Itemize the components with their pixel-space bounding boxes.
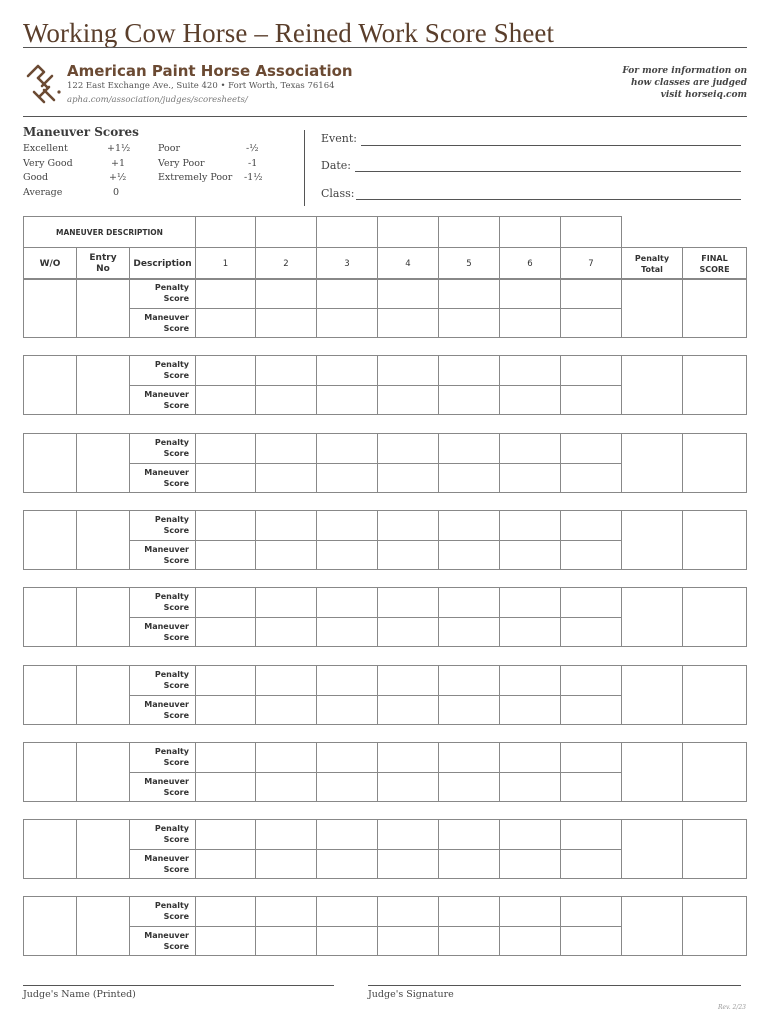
entry-block [23, 819, 747, 879]
maneuver-score-cell[interactable] [439, 463, 500, 493]
penalty-score-cell[interactable] [439, 666, 500, 696]
wo-cell[interactable] [24, 743, 77, 802]
penalty-score-cell[interactable] [378, 434, 439, 464]
maneuver-score-cell[interactable] [378, 849, 439, 879]
penalty-score-cell[interactable] [317, 588, 378, 618]
maneuver-scores-heading: Maneuver Scores [23, 125, 139, 139]
maneuver-desc-cell[interactable] [256, 217, 317, 248]
maneuver-score-label: Maneuver Score [130, 540, 196, 570]
penalty-score-label: Penalty Score [130, 666, 196, 696]
entry-block [23, 896, 747, 956]
penalty-score-cell[interactable] [500, 279, 561, 309]
penalty-score-cell[interactable] [439, 743, 500, 773]
penalty-score-cell[interactable] [561, 434, 622, 464]
col-maneuver-2: 2 [256, 248, 317, 280]
maneuver-score-cell[interactable] [500, 695, 561, 725]
penalty-score-cell[interactable] [196, 666, 256, 696]
col-final-score: FINAL SCORE [683, 248, 747, 280]
penalty-score-cell[interactable] [378, 820, 439, 850]
penalty-total-cell[interactable] [622, 511, 683, 570]
maneuver-score-cell[interactable] [378, 617, 439, 647]
maneuver-score-cell[interactable] [317, 849, 378, 879]
penalty-score-label: Penalty Score [130, 820, 196, 850]
final-score-cell[interactable] [683, 897, 747, 956]
entry-block [23, 355, 747, 415]
penalty-score-cell[interactable] [256, 511, 317, 541]
col-maneuver-1: 1 [196, 248, 256, 280]
penalty-score-cell[interactable] [439, 434, 500, 464]
legend-row: Very Poor -1 [158, 157, 258, 169]
penalty-score-cell[interactable] [439, 511, 500, 541]
maneuver-score-cell[interactable] [561, 926, 622, 956]
maneuver-score-cell[interactable] [561, 540, 622, 570]
penalty-score-cell[interactable] [196, 279, 256, 309]
maneuver-score-cell[interactable] [500, 463, 561, 493]
col-maneuver-4: 4 [378, 248, 439, 280]
penalty-score-cell[interactable] [561, 820, 622, 850]
final-score-cell[interactable] [683, 434, 747, 493]
penalty-score-label: Penalty Score [130, 897, 196, 927]
score-table-header [23, 216, 747, 280]
penalty-score-cell[interactable] [561, 279, 622, 309]
maneuver-score-cell[interactable] [378, 308, 439, 338]
penalty-total-cell[interactable] [622, 434, 683, 493]
maneuver-score-cell[interactable] [561, 772, 622, 802]
maneuver-score-cell[interactable] [378, 695, 439, 725]
entry-block [23, 587, 747, 647]
maneuver-score-cell[interactable] [196, 772, 256, 802]
class-label: Class: [321, 187, 355, 200]
wo-cell[interactable] [24, 279, 77, 338]
penalty-score-cell[interactable] [196, 743, 256, 773]
maneuver-score-cell[interactable] [439, 308, 500, 338]
maneuver-score-cell[interactable] [256, 308, 317, 338]
penalty-score-label: Penalty Score [130, 279, 196, 309]
maneuver-desc-cell[interactable] [500, 217, 561, 248]
maneuver-score-cell[interactable] [439, 849, 500, 879]
score-legend-left [23, 142, 133, 200]
entry-no-cell[interactable] [77, 279, 130, 338]
entry-block [23, 510, 747, 570]
maneuver-score-cell[interactable] [317, 772, 378, 802]
class-field[interactable] [356, 199, 741, 200]
maneuver-score-cell[interactable] [317, 617, 378, 647]
penalty-total-cell[interactable] [622, 820, 683, 879]
penalty-score-label: Penalty Score [130, 743, 196, 773]
maneuver-score-cell[interactable] [317, 926, 378, 956]
penalty-score-cell[interactable] [500, 356, 561, 386]
penalty-score-cell[interactable] [561, 511, 622, 541]
maneuver-score-cell[interactable] [256, 849, 317, 879]
penalty-score-cell[interactable] [196, 588, 256, 618]
penalty-score-cell[interactable] [378, 279, 439, 309]
apha-logo-icon [24, 62, 64, 104]
maneuver-score-cell[interactable] [196, 463, 256, 493]
wo-cell[interactable] [24, 434, 77, 493]
penalty-score-cell[interactable] [256, 356, 317, 386]
maneuver-score-label: Maneuver Score [130, 695, 196, 725]
maneuver-score-cell[interactable] [439, 617, 500, 647]
maneuver-score-cell[interactable] [317, 540, 378, 570]
maneuver-desc-cell[interactable] [561, 217, 622, 248]
penalty-score-label: Penalty Score [130, 511, 196, 541]
info-link[interactable]: visit horseiq.com [660, 90, 747, 100]
legend-row: Poor -½ [158, 143, 259, 154]
penalty-score-cell[interactable] [256, 279, 317, 309]
maneuver-score-cell[interactable] [561, 617, 622, 647]
penalty-score-cell[interactable] [378, 743, 439, 773]
maneuver-score-cell[interactable] [317, 385, 378, 415]
maneuver-score-cell[interactable] [439, 926, 500, 956]
info-note [527, 65, 747, 101]
event-field[interactable] [361, 145, 741, 146]
maneuver-score-cell[interactable] [378, 926, 439, 956]
maneuver-score-label: Maneuver Score [130, 772, 196, 802]
penalty-score-cell[interactable] [378, 511, 439, 541]
legend-row: Extremely Poor -1½ [158, 172, 263, 183]
col-entry-no: Entry No [77, 248, 130, 280]
penalty-score-cell[interactable] [439, 897, 500, 927]
legend-row: Average 0 [23, 186, 120, 198]
maneuver-score-cell[interactable] [317, 695, 378, 725]
maneuver-score-cell[interactable] [378, 540, 439, 570]
penalty-score-cell[interactable] [256, 897, 317, 927]
entry-no-cell[interactable] [77, 897, 130, 956]
penalty-score-cell[interactable] [500, 666, 561, 696]
final-score-cell[interactable] [683, 743, 747, 802]
penalty-score-cell[interactable] [561, 743, 622, 773]
col-wo: W/O [24, 248, 77, 280]
maneuver-desc-cell[interactable] [196, 217, 256, 248]
penalty-score-cell[interactable] [500, 743, 561, 773]
maneuver-score-cell[interactable] [256, 772, 317, 802]
penalty-score-cell[interactable] [196, 820, 256, 850]
maneuver-desc-cell[interactable] [378, 217, 439, 248]
maneuver-score-cell[interactable] [500, 926, 561, 956]
penalty-score-cell[interactable] [317, 743, 378, 773]
maneuver-score-cell[interactable] [439, 772, 500, 802]
penalty-score-cell[interactable] [378, 588, 439, 618]
maneuver-desc-cell[interactable] [317, 217, 378, 248]
penalty-score-cell[interactable] [439, 356, 500, 386]
maneuver-score-cell[interactable] [561, 849, 622, 879]
header-rule [23, 116, 747, 117]
final-score-cell[interactable] [683, 820, 747, 879]
penalty-score-cell[interactable] [256, 666, 317, 696]
wo-cell[interactable] [24, 666, 77, 725]
penalty-total-cell[interactable] [622, 279, 683, 338]
final-score-cell[interactable] [683, 279, 747, 338]
penalty-score-cell[interactable] [196, 434, 256, 464]
score-legend-right [158, 142, 298, 186]
date-field[interactable] [355, 171, 741, 172]
maneuver-score-cell[interactable] [317, 463, 378, 493]
wo-cell[interactable] [24, 511, 77, 570]
maneuver-score-cell[interactable] [500, 849, 561, 879]
maneuver-score-cell[interactable] [500, 540, 561, 570]
maneuver-score-cell[interactable] [196, 385, 256, 415]
maneuver-score-cell[interactable] [317, 308, 378, 338]
penalty-score-cell[interactable] [561, 588, 622, 618]
maneuver-score-cell[interactable] [500, 385, 561, 415]
blank-cell [622, 217, 747, 248]
wo-cell[interactable] [24, 356, 77, 415]
maneuver-score-cell[interactable] [196, 695, 256, 725]
maneuver-score-cell[interactable] [500, 772, 561, 802]
penalty-score-cell[interactable] [317, 511, 378, 541]
entry-no-cell[interactable] [77, 820, 130, 879]
judge-signature-label: Judge's Signature [368, 989, 454, 1000]
maneuver-score-cell[interactable] [256, 540, 317, 570]
maneuver-score-cell[interactable] [378, 772, 439, 802]
penalty-score-label: Penalty Score [130, 356, 196, 386]
penalty-score-cell[interactable] [561, 897, 622, 927]
maneuver-score-cell[interactable] [500, 308, 561, 338]
maneuver-score-label: Maneuver Score [130, 308, 196, 338]
penalty-score-cell[interactable] [378, 356, 439, 386]
entry-no-cell[interactable] [77, 356, 130, 415]
maneuver-score-cell[interactable] [256, 617, 317, 647]
association-website[interactable]: apha.com/association/judges/scoresheets/ [67, 95, 248, 105]
final-score-cell[interactable] [683, 588, 747, 647]
penalty-score-cell[interactable] [317, 356, 378, 386]
wo-cell[interactable] [24, 820, 77, 879]
maneuver-score-cell[interactable] [196, 926, 256, 956]
penalty-total-cell[interactable] [622, 897, 683, 956]
maneuver-score-cell[interactable] [196, 617, 256, 647]
entry-no-cell[interactable] [77, 743, 130, 802]
penalty-score-cell[interactable] [500, 820, 561, 850]
maneuver-score-label: Maneuver Score [130, 926, 196, 956]
wo-cell[interactable] [24, 897, 77, 956]
penalty-score-cell[interactable] [317, 279, 378, 309]
judge-name-label: Judge's Name (Printed) [23, 989, 136, 1000]
maneuver-score-cell[interactable] [378, 385, 439, 415]
entry-block [23, 742, 747, 802]
col-description: Description [130, 248, 196, 280]
final-score-cell[interactable] [683, 666, 747, 725]
penalty-total-cell[interactable] [622, 588, 683, 647]
penalty-score-cell[interactable] [256, 820, 317, 850]
maneuver-desc-cell[interactable] [439, 217, 500, 248]
entry-no-cell[interactable] [77, 666, 130, 725]
penalty-score-cell[interactable] [500, 511, 561, 541]
col-maneuver-7: 7 [561, 248, 622, 280]
judge-name-field[interactable] [23, 985, 334, 986]
maneuver-score-cell[interactable] [561, 695, 622, 725]
association-address: 122 East Exchange Ave., Suite 420 • Fort Worth, Texas 76164 [67, 81, 335, 91]
maneuver-score-label: Maneuver Score [130, 385, 196, 415]
legend-row: Very Good +1 [23, 157, 126, 169]
penalty-score-cell[interactable] [256, 743, 317, 773]
maneuver-score-cell[interactable] [196, 849, 256, 879]
penalty-score-cell[interactable] [196, 356, 256, 386]
penalty-score-cell[interactable] [561, 666, 622, 696]
maneuver-score-cell[interactable] [561, 308, 622, 338]
maneuver-score-label: Maneuver Score [130, 617, 196, 647]
penalty-score-cell[interactable] [378, 897, 439, 927]
entry-no-cell[interactable] [77, 511, 130, 570]
entry-block [23, 278, 747, 338]
maneuver-description-header: MANEUVER DESCRIPTION [24, 217, 196, 248]
legend-row: Good +½ [23, 172, 127, 183]
association-name: American Paint Horse Association [67, 62, 353, 80]
maneuver-score-cell[interactable] [378, 463, 439, 493]
maneuver-score-cell[interactable] [196, 540, 256, 570]
col-maneuver-5: 5 [439, 248, 500, 280]
penalty-score-cell[interactable] [439, 279, 500, 309]
penalty-score-cell[interactable] [500, 434, 561, 464]
legend-row: Excellent +1½ [23, 143, 131, 154]
penalty-score-cell[interactable] [317, 666, 378, 696]
final-score-cell[interactable] [683, 511, 747, 570]
penalty-score-cell[interactable] [500, 588, 561, 618]
penalty-score-cell[interactable] [500, 897, 561, 927]
entry-no-cell[interactable] [77, 434, 130, 493]
date-label: Date: [321, 159, 352, 172]
penalty-score-cell[interactable] [439, 588, 500, 618]
penalty-total-cell[interactable] [622, 666, 683, 725]
penalty-score-cell[interactable] [439, 820, 500, 850]
penalty-score-cell[interactable] [317, 897, 378, 927]
maneuver-score-cell[interactable] [256, 926, 317, 956]
penalty-score-label: Penalty Score [130, 434, 196, 464]
maneuver-score-label: Maneuver Score [130, 463, 196, 493]
wo-cell[interactable] [24, 588, 77, 647]
revision-note: Rev. 2/23 [717, 1004, 746, 1011]
col-maneuver-6: 6 [500, 248, 561, 280]
maneuver-score-cell[interactable] [196, 308, 256, 338]
entry-block [23, 665, 747, 725]
legend-divider [304, 130, 305, 206]
maneuver-score-cell[interactable] [256, 463, 317, 493]
maneuver-score-cell[interactable] [256, 385, 317, 415]
maneuver-score-cell[interactable] [439, 695, 500, 725]
penalty-score-cell[interactable] [378, 666, 439, 696]
maneuver-score-cell[interactable] [561, 463, 622, 493]
judge-signature-field[interactable] [368, 985, 741, 986]
maneuver-score-cell[interactable] [256, 695, 317, 725]
maneuver-score-cell[interactable] [561, 385, 622, 415]
maneuver-score-cell[interactable] [439, 540, 500, 570]
penalty-total-cell[interactable] [622, 356, 683, 415]
info-line: For more information on [622, 66, 747, 76]
penalty-score-cell[interactable] [317, 820, 378, 850]
penalty-score-cell[interactable] [256, 434, 317, 464]
final-score-cell[interactable] [683, 356, 747, 415]
penalty-total-cell[interactable] [622, 743, 683, 802]
page-title: Working Cow Horse – Reined Work Score Sheet [23, 18, 555, 48]
title-rule [23, 47, 747, 48]
penalty-score-cell[interactable] [196, 511, 256, 541]
maneuver-score-cell[interactable] [439, 385, 500, 415]
col-penalty-total: Penalty Total [622, 248, 683, 280]
penalty-score-cell[interactable] [317, 434, 378, 464]
maneuver-score-label: Maneuver Score [130, 849, 196, 879]
penalty-score-cell[interactable] [256, 588, 317, 618]
event-label: Event: [321, 132, 357, 145]
entry-no-cell[interactable] [77, 588, 130, 647]
info-line: how classes are judged [630, 78, 747, 88]
col-maneuver-3: 3 [317, 248, 378, 280]
entry-block [23, 433, 747, 493]
penalty-score-label: Penalty Score [130, 588, 196, 618]
penalty-score-cell[interactable] [196, 897, 256, 927]
penalty-score-cell[interactable] [561, 356, 622, 386]
maneuver-score-cell[interactable] [500, 617, 561, 647]
